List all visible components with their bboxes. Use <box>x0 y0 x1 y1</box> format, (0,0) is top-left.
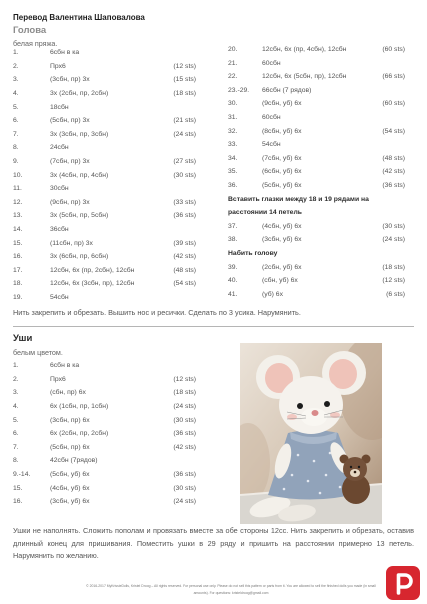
row-number: 15. <box>13 484 23 492</box>
row-stitch-count: (30 sts) <box>382 222 405 230</box>
row-instruction: (4сбн, уб) 6х <box>50 484 90 492</box>
row-number: 6. <box>13 430 19 438</box>
pattern-row <box>13 291 196 305</box>
row-instruction: (8сбн, уб) 6х <box>262 127 302 135</box>
row-stitch-count: (6 sts) <box>386 290 405 298</box>
mouse-toy-illustration <box>240 343 382 524</box>
row-stitch-count: (33 sts) <box>173 198 196 206</box>
row-number: 3. <box>13 389 19 397</box>
row-instruction: 30сбн <box>50 185 69 193</box>
row-number: 1. <box>13 49 19 57</box>
pattern-row <box>228 233 405 247</box>
row-number: 3. <box>13 76 19 84</box>
dress-dot <box>307 480 310 483</box>
dress-dot <box>339 486 342 489</box>
mouse-eye <box>324 401 330 407</box>
row-number: 5. <box>13 416 19 424</box>
mouse-nose <box>312 410 319 416</box>
row-instruction: (7сбн, пр) 3х <box>50 158 90 166</box>
bear-eye <box>350 466 352 468</box>
row-stitch-count: (15 sts) <box>173 76 196 84</box>
pattern-row <box>228 288 405 302</box>
row-instruction: (5сбн, пр) 6х <box>50 443 90 451</box>
row-instruction: 60сбн <box>262 59 281 67</box>
yarn-note-head: белая пряжа. <box>13 38 58 48</box>
row-stitch-count: (24 sts) <box>173 402 196 410</box>
row-number: 31. <box>228 113 238 121</box>
row-instruction: 3х (5сбн, пр, 5сбн) <box>50 212 109 220</box>
row-instruction: 3х (6сбн, пр, 6сбн) <box>50 253 109 261</box>
row-instruction: 60сбн <box>262 113 281 121</box>
row-number: 8. <box>13 144 19 152</box>
dress-dot <box>297 454 300 457</box>
bear-eye <box>358 466 360 468</box>
logo-icon <box>386 566 420 600</box>
pattern-row <box>13 400 196 414</box>
row-number: 21. <box>228 59 238 67</box>
pattern-row <box>228 111 405 125</box>
row-number: 32. <box>228 127 238 135</box>
pattern-row <box>13 264 196 278</box>
row-stitch-count: (18 sts) <box>173 90 196 98</box>
row-instruction: 66сбн (7 рядов) <box>262 86 312 94</box>
pattern-row <box>13 250 196 264</box>
row-instruction: (3сбн, уб) 6х <box>262 236 302 244</box>
row-stitch-count: (48 sts) <box>382 154 405 162</box>
pattern-row <box>13 482 196 496</box>
row-number: 12. <box>13 198 23 206</box>
row-stitch-count: (18 sts) <box>173 389 196 397</box>
translator-credit: Перевод Валентина Шаповалова <box>13 13 145 22</box>
row-number: 18. <box>13 280 23 288</box>
pattern-row <box>13 414 196 428</box>
row-stitch-count: (54 sts) <box>382 127 405 135</box>
row-number: 7. <box>13 130 19 138</box>
row-stitch-count: (42 sts) <box>173 253 196 261</box>
row-stitch-count: (36 sts) <box>382 181 405 189</box>
row-instruction: 54сбн <box>50 293 69 301</box>
row-instruction: Прх6 <box>50 62 66 70</box>
row-number: 10. <box>13 171 23 179</box>
row-number: 15. <box>13 239 23 247</box>
row-number: 13. <box>13 212 23 220</box>
row-instruction: 54сбн <box>262 141 281 149</box>
row-stitch-count: (12 sts) <box>382 277 405 285</box>
row-number: 8. <box>13 457 19 465</box>
row-instruction: 42сбн (7рядов) <box>50 457 98 465</box>
row-number: 41. <box>228 290 238 298</box>
row-stitch-count: (21 sts) <box>173 117 196 125</box>
pattern-row <box>13 87 196 101</box>
row-instruction: (5сбн, уб) 6х <box>50 470 90 478</box>
row-stitch-count: (18 sts) <box>382 263 405 271</box>
row-instruction: 18сбн <box>50 103 69 111</box>
row-number: 17. <box>13 266 23 274</box>
section-title-head: Голова <box>13 24 47 36</box>
row-instruction: 6сбн в ка <box>50 49 80 57</box>
row-instruction: (4сбн, уб) 6х <box>262 222 302 230</box>
head-rows-right-column <box>228 43 405 301</box>
row-instruction: (7сбн, уб) 6х <box>262 154 302 162</box>
instruction-note: Вставить глазки между 18 и 19 рядами на расстоянии 14 петель <box>228 195 369 217</box>
pattern-row <box>13 223 196 237</box>
pattern-row <box>13 141 196 155</box>
row-instruction: 12сбн, 6х (5сбн, пр), 12сбн <box>262 73 347 81</box>
row-instruction: (уб) 6х <box>262 290 283 298</box>
pattern-row <box>13 60 196 74</box>
row-stitch-count: (36 sts) <box>173 430 196 438</box>
row-number: 4. <box>13 90 19 98</box>
bear-nose <box>354 471 357 474</box>
pattern-row <box>13 386 196 400</box>
row-number: 16. <box>13 498 23 506</box>
row-stitch-count: (24 sts) <box>173 498 196 506</box>
pattern-row <box>228 165 405 179</box>
section-divider <box>13 326 414 327</box>
pattern-row <box>13 114 196 128</box>
pattern-row <box>228 57 405 71</box>
pattern-row <box>13 128 196 142</box>
head-rows-left-column <box>13 46 196 304</box>
pattern-row <box>13 468 196 482</box>
dress-dot <box>313 460 316 463</box>
row-instruction: (3сбн, пр) 6х <box>50 416 90 424</box>
row-stitch-count: (60 sts) <box>382 46 405 53</box>
mouse-toy-photo <box>240 343 382 524</box>
row-number: 7. <box>13 443 19 451</box>
pattern-row <box>228 43 405 57</box>
row-stitch-count: (12 sts) <box>173 62 196 70</box>
row-number: 6. <box>13 117 19 125</box>
pattern-row <box>228 261 405 275</box>
row-number: 38. <box>228 236 238 244</box>
row-number: 22. <box>228 73 238 81</box>
pattern-row <box>228 84 405 98</box>
pattern-row <box>13 237 196 251</box>
pattern-row <box>13 196 196 210</box>
row-number: 4. <box>13 402 19 410</box>
mouse-eye <box>297 403 303 409</box>
row-instruction: 3х (3сбн, пр, 3сбн) <box>50 130 109 138</box>
pattern-row <box>13 277 196 291</box>
row-instruction: 12сбн, 6х (пр, 4сбн), 12сбн <box>262 46 347 53</box>
row-stitch-count: (24 sts) <box>382 236 405 244</box>
row-instruction: 24сбн <box>50 144 69 152</box>
row-instruction: (5сбн, пр) 3х <box>50 117 90 125</box>
row-number: 36. <box>228 181 238 189</box>
row-stitch-count: (60 sts) <box>382 100 405 108</box>
row-number: 14. <box>13 226 23 234</box>
pattern-row <box>228 179 405 193</box>
row-stitch-count: (48 sts) <box>173 266 196 274</box>
section-title-ears: Уши <box>13 332 33 344</box>
copyright-footer: © 2016-2017 MyKrissieDolls, Kristel Droog – All rights reserved. For personal use only. Please do not sell this pattern or parts from it. You are allowed to sell the finished dolls you made (in small amounts). For questions: kristeldroog@gmail.com <box>86 584 376 595</box>
pattern-row <box>13 495 196 509</box>
row-number: 2. <box>13 62 19 70</box>
row-instruction: Прх6 <box>50 375 66 383</box>
row-number: 1. <box>13 362 19 370</box>
row-stitch-count: (30 sts) <box>173 416 196 424</box>
row-number: 9. <box>13 158 19 166</box>
row-instruction: (3сбн, уб) 6х <box>50 498 90 506</box>
pattern-row <box>13 101 196 115</box>
row-number: 9.-14. <box>13 470 31 478</box>
row-stitch-count: (30 sts) <box>173 171 196 179</box>
dress-dot <box>283 488 286 491</box>
logo-background <box>386 566 420 600</box>
yarn-note-ears: белым цветом. <box>13 347 63 357</box>
row-stitch-count: (42 sts) <box>382 168 405 176</box>
row-stitch-count: (12 sts) <box>173 375 196 383</box>
pattern-row <box>13 155 196 169</box>
row-stitch-count: (36 sts) <box>173 212 196 220</box>
ears-rows-column <box>13 359 196 509</box>
row-stitch-count: (66 sts) <box>382 73 405 81</box>
dress-dot <box>291 474 294 477</box>
row-instruction: (11сбн, пр) 3х <box>50 239 93 247</box>
pattern-row <box>13 46 196 60</box>
row-stitch-count: (42 sts) <box>173 443 196 451</box>
row-number: 19. <box>13 293 23 301</box>
pattern-row <box>13 441 196 455</box>
pattern-row <box>228 138 405 152</box>
dress-dot <box>319 492 322 495</box>
pattern-row <box>13 427 196 441</box>
row-stitch-count: (30 sts) <box>173 484 196 492</box>
row-number: 5. <box>13 103 19 111</box>
row-instruction: 36сбн <box>50 226 69 234</box>
row-instruction: 12сбн, 6х (пр, 2сбн), 12сбн <box>50 266 135 274</box>
row-number: 37. <box>228 222 238 230</box>
pattern-row <box>13 73 196 87</box>
pattern-row <box>228 125 405 139</box>
row-stitch-count: (54 sts) <box>173 280 196 288</box>
pattern-row <box>13 209 196 223</box>
row-instruction: (9сбн, уб) 6х <box>262 100 302 108</box>
row-instruction: (3сбн, пр) 3х <box>50 76 90 84</box>
row-instruction: 6сбн в ка <box>50 362 80 370</box>
row-number: 40. <box>228 277 238 285</box>
row-instruction: 3х (4сбн, пр, 4сбн) <box>50 171 109 179</box>
row-number: 34. <box>228 154 238 162</box>
row-instruction: 6х (2сбн, пр, 2сбн) <box>50 430 109 438</box>
row-number: 20. <box>228 46 238 53</box>
row-stitch-count: (27 sts) <box>173 158 196 166</box>
instruction-note: Набить голову <box>228 249 278 257</box>
row-instruction: (6сбн, уб) 6х <box>262 168 302 176</box>
row-number: 23.-29. <box>228 86 250 94</box>
row-instruction: (2сбн, уб) 6х <box>262 263 302 271</box>
row-instruction: (сбн, уб) 6х <box>262 277 298 285</box>
row-instruction: 6х (1сбн, пр, 1сбн) <box>50 402 109 410</box>
pattern-row <box>228 152 405 166</box>
row-number: 2. <box>13 375 19 383</box>
row-instruction: (5сбн, уб) 6х <box>262 181 302 189</box>
pattern-row <box>13 182 196 196</box>
row-instruction: (сбн, пр) 6х <box>50 389 86 397</box>
row-number: 11. <box>13 185 22 193</box>
row-number: 35. <box>228 168 238 176</box>
row-number: 16. <box>13 253 23 261</box>
pattern-row <box>13 169 196 183</box>
row-number: 33. <box>228 141 238 149</box>
pattern-row <box>228 70 405 84</box>
pattern-row <box>228 274 405 288</box>
row-number: 39. <box>228 263 238 271</box>
row-instruction: 12сбн, 6х (3сбн, пр), 12сбн <box>50 280 135 288</box>
pattern-row <box>13 359 196 373</box>
pattern-row <box>228 220 405 234</box>
row-number: 30. <box>228 100 238 108</box>
row-instruction: (9сбн, пр) 3х <box>50 198 90 206</box>
row-instruction: 3х (2сбн, пр, 2сбн) <box>50 90 109 98</box>
dress-dot <box>325 474 328 477</box>
pattern-row <box>13 373 196 387</box>
ears-finishing-text: Ушки не наполнять. Сложить пополам и провязать вместе за обе стороны 12сс. Нить закрепить и обрезать, оставив длинный конец для пришивания. Поместить ушки в 29 ряду и пришить на расстоянии примерно 13 петель. Нарумянить по желанию. <box>13 526 414 560</box>
pattern-row <box>228 97 405 111</box>
head-finishing-text: Нить закрепить и обрезать. Вышить нос и ресички. Сделать по 3 усика. Нарумянить. <box>13 308 301 317</box>
row-stitch-count: (36 sts) <box>173 470 196 478</box>
postila-logo <box>386 566 420 600</box>
row-stitch-count: (24 sts) <box>173 130 196 138</box>
row-stitch-count: (39 sts) <box>173 239 196 247</box>
pattern-row <box>13 454 196 468</box>
